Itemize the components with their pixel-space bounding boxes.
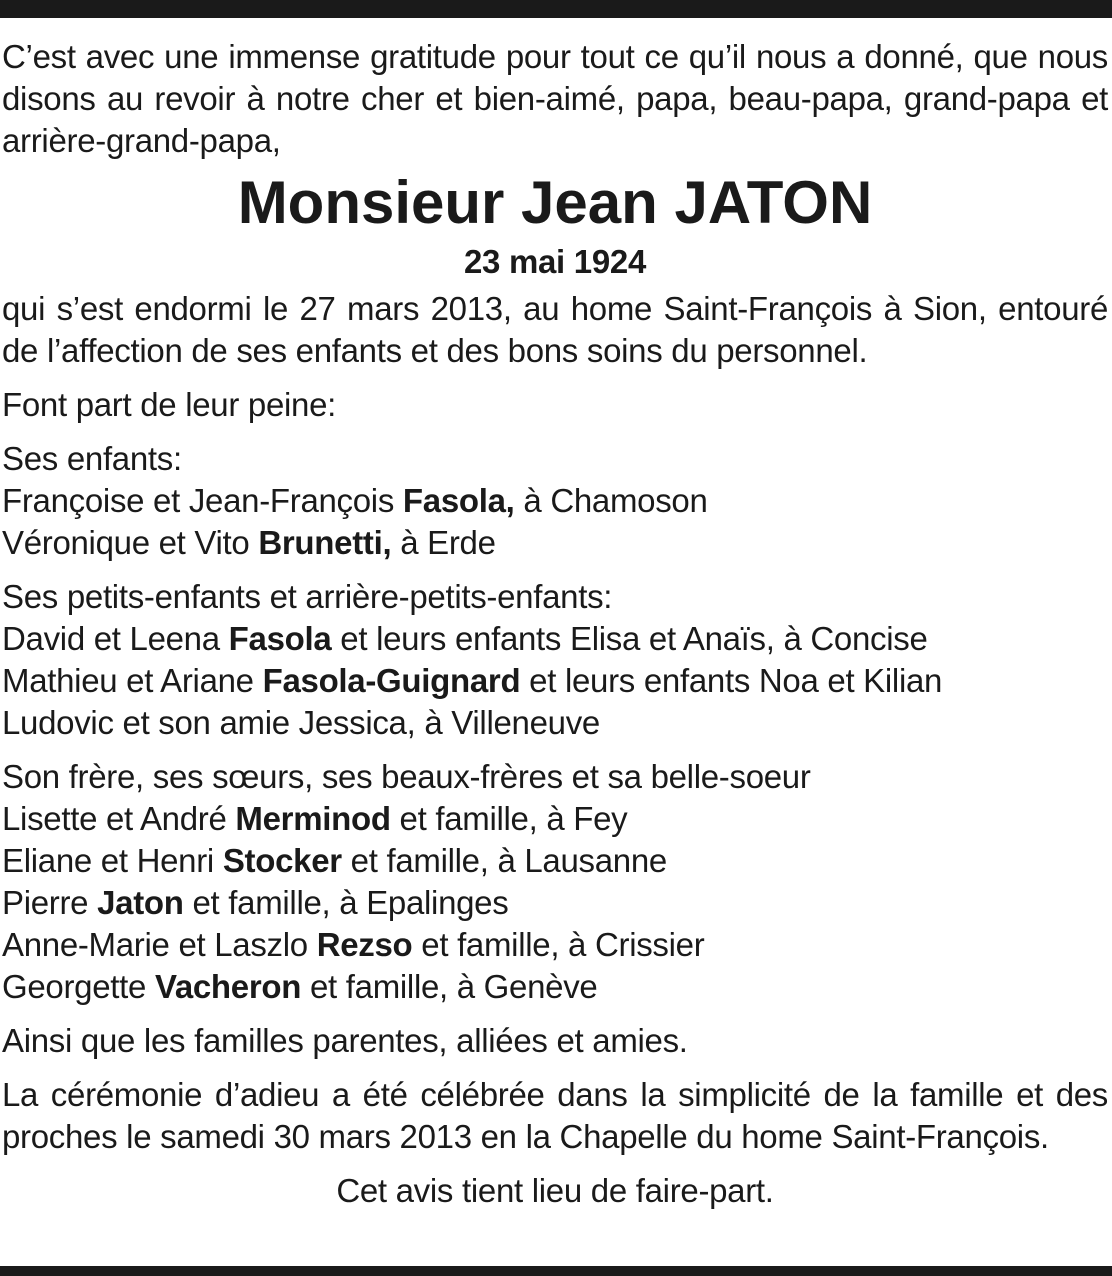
entry-place: et leurs enfants Elisa et Anaïs, à Concise [331,620,928,657]
family-entry [2,840,1108,882]
entry-place: et famille, à Epalinges [183,884,509,921]
obituary-notice [2,36,1108,1212]
entry-names: Anne-Marie et Laszlo [2,926,317,963]
font-part-line: Font part de leur peine: [2,386,337,423]
entry-surname: Merminod [235,800,391,837]
children-heading: Ses enfants: [2,440,182,477]
birth-date: 23 mai 1924 [463,243,647,280]
grandchildren-section [2,576,1108,744]
entry-surname: Rezso [316,926,413,963]
entry-place: et leurs enfants Noa et Kilian [520,662,943,699]
families-line: Ainsi que les familles parentes, alliées et amies. [2,1022,688,1059]
deceased-name: Monsieur Jean JATON [237,169,873,236]
intro-paragraph: C’est avec une immense gratitude pour tout ce qu’il nous a donné, que nous disons au revoir à notre cher et bien-aimé, papa, beau-papa, grand-papa et arrière-grand-papa, [2,38,1108,159]
entry-names: David et Leena [2,620,229,657]
entry-names: Véronique et Vito [2,524,259,561]
entry-names: Pierre [2,884,98,921]
entry-place: et famille, à Fey [390,800,628,837]
entry-surname: Fasola [228,620,332,657]
family-entry [2,882,1108,924]
closing-line: Cet avis tient lieu de faire-part. [336,1172,774,1209]
bottom-rule [0,1266,1112,1276]
entry-place: à Chamoson [514,482,708,519]
entry-names: Georgette [2,968,155,1005]
family-entry [2,702,1108,744]
family-entry [2,618,1108,660]
entry-surname: Stocker [222,842,342,879]
family-entry [2,480,1108,522]
family-entry [2,798,1108,840]
children-section [2,438,1108,564]
grandchildren-heading: Ses petits-enfants et arrière-petits-enfants: [2,578,613,615]
entry-names: Mathieu et Ariane [2,662,263,699]
entry-surname: Fasola-Guignard [262,662,521,699]
entry-surname: Fasola, [402,482,515,519]
entry-place: et famille, à Lausanne [341,842,667,879]
family-entry [2,522,1108,564]
entry-names: Françoise et Jean-François [2,482,403,519]
family-entry [2,924,1108,966]
siblings-section [2,756,1108,1008]
top-rule [0,0,1112,18]
siblings-heading: Son frère, ses sœurs, ses beaux-frères et sa belle-soeur [2,758,811,795]
ceremony-paragraph: La cérémonie d’adieu a été célébrée dans la simplicité de la famille et des proches le samedi 30 mars 2013 en la Chapelle du home Saint-François. [2,1076,1108,1155]
entry-place: et famille, à Genève [301,968,598,1005]
entry-surname: Vacheron [154,968,302,1005]
entry-surname: Jaton [97,884,184,921]
entry-place: à Erde [391,524,496,561]
family-entry [2,660,1108,702]
entry-names: Eliane et Henri [2,842,223,879]
entry-place: et famille, à Crissier [412,926,705,963]
death-paragraph: qui s’est endormi le 27 mars 2013, au home Saint-François à Sion, entouré de l’affection de ses enfants et des bons soins du personnel. [2,290,1108,369]
family-entry [2,966,1108,1008]
entry-names: Ludovic et son amie Jessica, à Villeneuve [2,704,600,741]
entry-surname: Brunetti, [258,524,392,561]
entry-names: Lisette et André [2,800,236,837]
